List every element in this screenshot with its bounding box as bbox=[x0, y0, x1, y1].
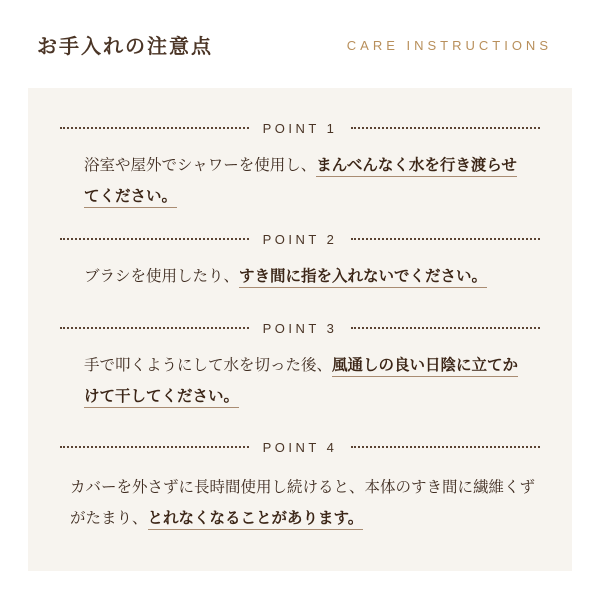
dotted-divider bbox=[351, 327, 540, 329]
point-text-normal: ブラシを使用したり、 bbox=[84, 267, 240, 285]
dotted-divider bbox=[60, 127, 249, 129]
point-text-highlight: 風通しの良い日陰に立てかけて干してください。 bbox=[84, 356, 518, 408]
point-label: POINT 1 bbox=[262, 120, 338, 136]
care-panel bbox=[28, 88, 572, 571]
point-text-normal: 手で叩くようにして水を切った後、 bbox=[84, 356, 333, 374]
point-label: POINT 4 bbox=[262, 439, 338, 455]
point-text bbox=[84, 150, 524, 212]
point-text-highlight: すき間に指を入れないでください。 bbox=[239, 267, 487, 288]
dotted-divider bbox=[351, 446, 540, 448]
dotted-divider bbox=[60, 446, 249, 448]
point-text-normal: カバーを外さずに長時間使用し続けると、本体のすき間に繊維くずがたまり、 bbox=[70, 478, 536, 527]
point-label: POINT 3 bbox=[262, 320, 338, 336]
point-heading bbox=[60, 230, 540, 248]
page-subtitle: CARE INSTRUCTIONS bbox=[346, 38, 552, 53]
point-text bbox=[84, 350, 524, 412]
dotted-divider bbox=[60, 327, 249, 329]
point-heading bbox=[60, 438, 540, 456]
dotted-divider bbox=[351, 127, 540, 129]
point-text-highlight: とれなくなることがあります。 bbox=[148, 509, 364, 530]
point-text-highlight: まんべんなく水を行き渡らせてください。 bbox=[84, 156, 517, 208]
point-text bbox=[70, 472, 540, 534]
dotted-divider bbox=[351, 238, 540, 240]
dotted-divider bbox=[60, 238, 249, 240]
header bbox=[0, 0, 600, 88]
page-title: お手入れの注意点 bbox=[37, 34, 213, 58]
point-text-normal: 浴室や屋外でシャワーを使用し、 bbox=[84, 156, 317, 174]
point-text bbox=[84, 261, 524, 292]
point-label: POINT 2 bbox=[262, 231, 338, 247]
point-heading bbox=[60, 319, 540, 337]
point-heading bbox=[60, 119, 540, 137]
